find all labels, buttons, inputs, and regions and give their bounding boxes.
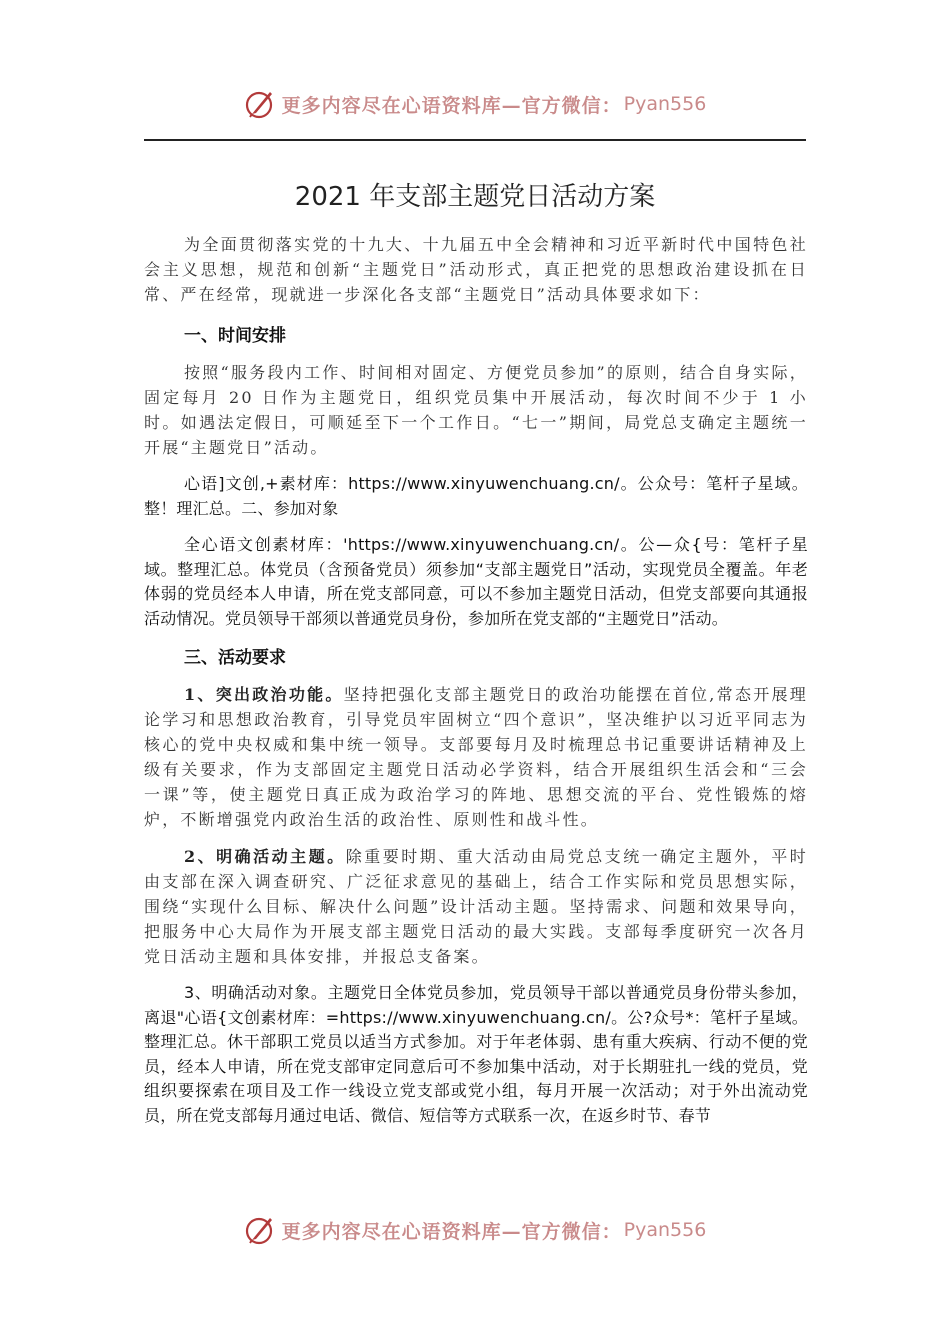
- banner-account: Pyan556: [623, 93, 707, 115]
- paragraph-political-function: [144, 682, 808, 832]
- paragraph-activity-target: 3、明确活动对象。主题党日全体党员参加，党员领导干部以普通党员身份带头参加，离退"心语{文创素材库：=https://www.xinyuwenchuang.cn/。公?众号*：笔杆子星域。整理汇总。休干部职工党员以适当方式参加。对于年老体弱、患有重大疾病、行动不便的党员，经本人申请，所在党支部审定同意后可不参加集中活动，对于长期驻扎一线的党员，党组织要探索在项目及工作一线设立党支部或党小组，每月开展一次活动；对于外出流动党员，所在党支部每月通过电话、微信、短信等方式联系一次，在返乡时节、春节: [144, 983, 808, 1125]
- intro-paragraph: 为全面贯彻落实党的十九大、十九届五中全会精神和习近平新时代中国特色社会主义思想，规范和创新“主题党日”活动形式，真正把党的思想政治建设抓在日常、严在经常，现就进一步深化各支部“主题党日”活动具体要求如下：: [144, 235, 808, 304]
- paragraph-text: 除重要时期、重大活动由局党总支统一确定主题外，平时由支部在深入调查研究、广泛征求意见的基础上，结合工作实际和党员思想实际，围绕“实现什么目标、解决什么问题”设计活动主题。坚持需求、问题和效果导向，把服务中心大局作为开展支部主题党日活动的最大实践。支部每季度研究一次各月党日活动主题和具体安排，并报总支备案。: [144, 847, 808, 966]
- paragraph-participants: 全心语文创素材库：'https://www.xinyuwenchuang.cn/。公—众{号：笔杆子星域。整理汇总。体党员（含预备党员）须参加“支部主题党日”活动，实现党员全覆盖。年老体弱的党员经本人申请，所在党支部同意，可以不参加主题党日活动，但党支部要向其通报活动情况。党员领导干部须以普通党员身份，参加所在党支部的“主题党日”活动。: [144, 535, 808, 628]
- banner-text: 更多内容尽在心语资料库—官方微信：: [281, 1220, 622, 1243]
- banner-text: 更多内容尽在心语资料库—官方微信：: [281, 94, 622, 117]
- document-title: 2021 年支部主题党日活动方案: [294, 182, 656, 212]
- header-rule: [144, 139, 806, 141]
- section-heading-schedule: 一、时间安排: [184, 326, 286, 346]
- quill-pen-logo-icon: [244, 88, 276, 120]
- quill-pen-logo-icon: [244, 1214, 276, 1246]
- paragraph-text: 坚持把强化支部主题党日的政治功能摆在首位,常态开展理论学习和思想政治教育，引导党员牢固树立“四个意识”，坚决维护以习近平同志为核心的党中央权威和集中统一领导。支部要每月及时梳理总书记重要讲话精神及上级有关要求，作为支部固定主题党日活动必学资料，结合开展组织生活会和“三会一课”等，使主题党日真正成为政治学习的阵地、思想交流的平台、党性锻炼的熔炉，不断增强党内政治生活的政治性、原则性和战斗性。: [144, 685, 808, 829]
- paragraph-participants-heading: 心语]文创,+素材库：https://www.xinyuwenchuang.cn/。公众号：笔杆子星域。整！理汇总。二、参加对象: [144, 474, 808, 518]
- watermark-banner-bottom: [0, 1210, 950, 1250]
- banner-account: Pyan556: [623, 1219, 707, 1241]
- section-heading-requirements: 三、活动要求: [184, 648, 286, 668]
- watermark-banner-top: [0, 84, 950, 124]
- paragraph-lead: 2、明确活动主题。: [184, 847, 346, 866]
- document-body: [144, 232, 808, 1128]
- paragraph-lead: 1、突出政治功能。: [184, 685, 344, 704]
- paragraph-activity-theme: [144, 844, 808, 969]
- paragraph-schedule: 按照“服务段内工作、时间相对固定、方便党员参加”的原则，结合自身实际，固定每月 20 日作为主题党日，组织党员集中开展活动，每次时间不少于 1 小时。如遇法定假日，可顺延至下一个工作日。“七一”期间，局党总支确定主题统一开展“主题党日”活动。: [144, 363, 808, 457]
